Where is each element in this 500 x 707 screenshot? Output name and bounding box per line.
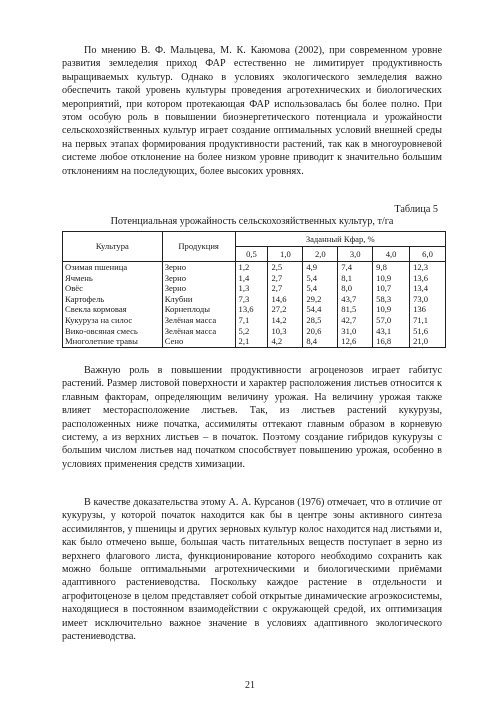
cell-yield-value: 9,8 bbox=[373, 262, 410, 273]
cell-yield-value: 2,5 bbox=[268, 262, 303, 273]
page-number: 21 bbox=[245, 680, 255, 691]
cell-crop: Многолетние травы bbox=[63, 336, 163, 347]
cell-yield-value: 10,3 bbox=[268, 326, 303, 337]
cell-yield-value: 51,6 bbox=[410, 326, 446, 337]
cell-yield-value: 16,8 bbox=[373, 336, 410, 347]
cell-yield-value: 31,0 bbox=[338, 326, 373, 337]
table-caption: Потенциальная урожайность сельскохозяйственных культур, т/га bbox=[110, 216, 394, 227]
cell-yield-value: 57,0 bbox=[373, 315, 410, 326]
cell-crop: Ячмень bbox=[63, 273, 163, 284]
cell-yield-value: 8,1 bbox=[338, 273, 373, 284]
cell-yield-value: 13,6 bbox=[235, 304, 268, 315]
cell-product: Зелёная масса bbox=[162, 326, 235, 337]
paragraph-2-text: Важную роль в повышении продуктивности агроценозов играет габитус растений. Размер листовой поверхности и характер расположения листьев относится к главным факторам, определяющим величину урожая. На величину урожая также влияет месторасположение листьев. Так, из листьев растений кукурузы, расположенных ниже початка, ассимиляты оттекают главным образом в корневую систему, а из верхних листьев – в початок. Поэтому создание гибридов кукурузы с большим числом листьев над початком способствует повышению урожая, особенно в условиях применения средств химизации. bbox=[62, 365, 442, 470]
cell-yield-value: 28,5 bbox=[303, 315, 338, 326]
cell-yield-value: 27,2 bbox=[268, 304, 303, 315]
cell-yield-value: 20,6 bbox=[303, 326, 338, 337]
cell-yield-value: 14,2 bbox=[268, 315, 303, 326]
cell-yield-value: 2,1 bbox=[235, 336, 268, 347]
header-product: Продукция bbox=[162, 232, 235, 262]
header-kfar-group: Заданный Кфар, % bbox=[235, 232, 445, 247]
cell-yield-value: 1,3 bbox=[235, 283, 268, 294]
cell-yield-value: 58,3 bbox=[373, 294, 410, 305]
table-body bbox=[63, 262, 446, 348]
header-kfar-level: 0,5 bbox=[235, 247, 268, 262]
cell-crop: Вико-овсяная смесь bbox=[63, 326, 163, 337]
header-kfar-level: 1,0 bbox=[268, 247, 303, 262]
cell-yield-value: 13,6 bbox=[410, 273, 446, 284]
cell-yield-value: 12,3 bbox=[410, 262, 446, 273]
table-row bbox=[63, 304, 446, 315]
cell-yield-value: 43,7 bbox=[338, 294, 373, 305]
cell-product: Зерно bbox=[162, 273, 235, 284]
cell-yield-value: 2,7 bbox=[268, 273, 303, 284]
header-kfar-level: 3,0 bbox=[338, 247, 373, 262]
cell-crop: Овёс bbox=[63, 283, 163, 294]
table-row bbox=[63, 262, 446, 273]
header-crop: Культура bbox=[63, 232, 163, 262]
paragraph-1-text: По мнению В. Ф. Мальцева, М. К. Каюмова (2002), при современном уровне развития земледелия приход ФАР естественно не лимитирует продуктивность выращиваемых культур. Однако в условиях экологического земледелия важно обеспечить такой уровень культуры проведения агротехнических и биологических мероприятий, при котором протекающая ФАР использовалась бы более полно. При этом особую роль в повышении биоэнергетического потенциала и урожайности сельскохозяйственных культур играет создание оптимальных условий внешней среды на первых этапах формирования продуктивности растений, так как в многоуровневой системе любое отклонение на более низком уровне приводит к значительно большим отклонениям на последующих, более высоких уровнях. bbox=[62, 45, 442, 177]
cell-yield-value: 10,9 bbox=[373, 304, 410, 315]
cell-yield-value: 5,4 bbox=[303, 283, 338, 294]
table-row bbox=[63, 336, 446, 347]
cell-product: Зерно bbox=[162, 283, 235, 294]
cell-crop: Озимая пшеница bbox=[63, 262, 163, 273]
cell-crop: Картофель bbox=[63, 294, 163, 305]
cell-yield-value: 10,7 bbox=[373, 283, 410, 294]
paragraph-habitus bbox=[62, 364, 442, 471]
cell-yield-value: 5,2 bbox=[235, 326, 268, 337]
cell-yield-value: 5,4 bbox=[303, 273, 338, 284]
header-kfar-level: 6,0 bbox=[410, 247, 446, 262]
table-row bbox=[63, 294, 446, 305]
cell-yield-value: 29,2 bbox=[303, 294, 338, 305]
cell-yield-value: 2,7 bbox=[268, 283, 303, 294]
cell-yield-value: 81,5 bbox=[338, 304, 373, 315]
potential-yield-table bbox=[62, 231, 446, 348]
cell-product: Зерно bbox=[162, 262, 235, 273]
paragraph-3-text: В качестве доказательства этому А. А. Курсанов (1976) отмечает, что в отличие от кукурузы, у которой початок находится как бы в центре зоны активного синтеза ассимилянтов, у пшеницы и других зерновых культур колос находится над листьями и, как было отмечено выше, большая часть питательных веществ поступает в зерно из верхнего флагового листа, функционирование которого необходимо сохранить как можно больше оптимальными агротехническими и биологическими приёмами адаптивного растениеводства. Поскольку каждое растение в отдельности и агрофитоценозе в целом представляет собой открытые динамические агроэкосистемы, находящиеся в постоянном взаимодействии с окружающей средой, их оптимизация имеет исключительно важное значение в условиях адаптивного экологического растениеводства. bbox=[62, 497, 442, 643]
table-row bbox=[63, 326, 446, 337]
table-header-row bbox=[63, 232, 446, 247]
cell-yield-value: 12,6 bbox=[338, 336, 373, 347]
cell-product: Зелёная масса bbox=[162, 315, 235, 326]
header-kfar-level: 2,0 bbox=[303, 247, 338, 262]
cell-product: Клубни bbox=[162, 294, 235, 305]
cell-crop: Кукуруза на силос bbox=[63, 315, 163, 326]
table-number-label: Таблица 5 bbox=[394, 204, 438, 215]
cell-yield-value: 21,0 bbox=[410, 336, 446, 347]
cell-yield-value: 10,9 bbox=[373, 273, 410, 284]
cell-product: Сено bbox=[162, 336, 235, 347]
table-row bbox=[63, 315, 446, 326]
cell-yield-value: 4,9 bbox=[303, 262, 338, 273]
cell-yield-value: 54,4 bbox=[303, 304, 338, 315]
cell-yield-value: 1,2 bbox=[235, 262, 268, 273]
cell-yield-value: 136 bbox=[410, 304, 446, 315]
cell-yield-value: 8,4 bbox=[303, 336, 338, 347]
table-row bbox=[63, 273, 446, 284]
cell-yield-value: 7,3 bbox=[235, 294, 268, 305]
cell-yield-value: 14,6 bbox=[268, 294, 303, 305]
cell-product: Корнеплоды bbox=[162, 304, 235, 315]
cell-yield-value: 73,0 bbox=[410, 294, 446, 305]
cell-yield-value: 8,0 bbox=[338, 283, 373, 294]
table-row bbox=[63, 283, 446, 294]
cell-yield-value: 4,2 bbox=[268, 336, 303, 347]
cell-yield-value: 43,1 bbox=[373, 326, 410, 337]
cell-crop: Свекла кормовая bbox=[63, 304, 163, 315]
cell-yield-value: 42,7 bbox=[338, 315, 373, 326]
cell-yield-value: 13,4 bbox=[410, 283, 446, 294]
cell-yield-value: 7,4 bbox=[338, 262, 373, 273]
cell-yield-value: 7,1 bbox=[235, 315, 268, 326]
paragraph-kursanov bbox=[62, 496, 442, 643]
paragraph-maltsev-kayumov bbox=[62, 44, 442, 178]
cell-yield-value: 1,4 bbox=[235, 273, 268, 284]
cell-yield-value: 71,1 bbox=[410, 315, 446, 326]
header-kfar-level: 4,0 bbox=[373, 247, 410, 262]
